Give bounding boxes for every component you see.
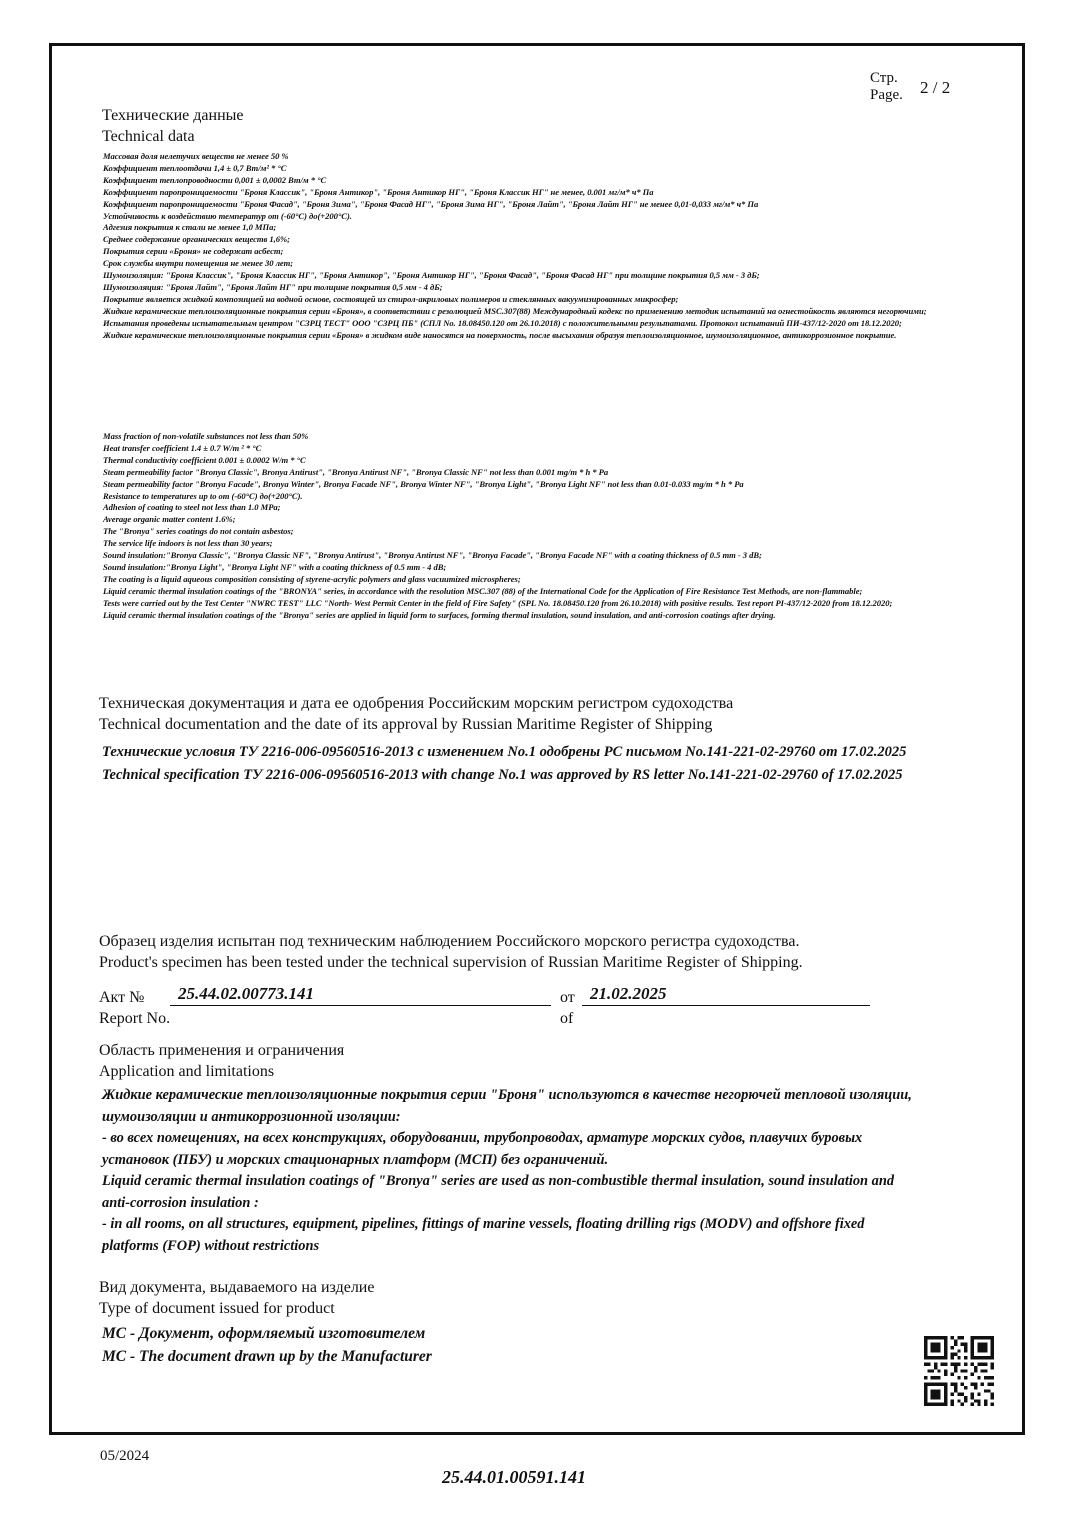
application-title-ru: Область применения и ограничения <box>99 1042 345 1059</box>
docs-title-en: Technical documentation and the date of its approval by Russian Maritime Register of Shipping <box>99 716 713 733</box>
docs-title-ru: Техническая документация и дата ее одобрения Российским морским регистром судоходства <box>99 695 734 712</box>
tech-ru-line: Коэффициент теплопроводности 0,001 ± 0,0002 Вт/м * °С <box>103 174 327 185</box>
application-ru-line: - во всех помещениях, на всех конструкциях, оборудовании, трубопроводах, арматуре морских судов, плавучих буровых <box>102 1130 863 1146</box>
tech-ru-line: Коэффициент теплоотдачи 1,4 ± 0,7 Вт/м² * °С <box>103 162 287 173</box>
application-ru-line: Жидкие керамические теплоизоляционные покрытия серии "Броня" используются в качестве негорючей тепловой изоляции, <box>102 1087 912 1103</box>
report-date-label-ru: от <box>560 989 575 1006</box>
tech-en-line: Mass fraction of non-volatile substances not less than 50% <box>103 431 309 441</box>
tech-en-line: Adhesion of coating to steel not less than 1.0 MPa; <box>103 502 281 513</box>
tech-ru-line: Покрытия серии «Броня» не содержат асбест; <box>103 246 284 257</box>
application-ru-line: установок (ПБУ) и морских стационарных платформ (МСП) без ограничений. <box>102 1151 609 1168</box>
application-ru-line: шумоизоляции и антикоррозионной изоляции: <box>102 1108 401 1125</box>
document-number: 25.44.01.00591.141 <box>442 1467 586 1487</box>
qr-code-icon <box>924 1336 994 1406</box>
report-label-en: Report No. <box>99 1010 171 1027</box>
application-en-line: platforms (FOP) without restrictions <box>102 1237 320 1254</box>
tech-en-line: Liquid ceramic thermal insulation coatings of the "BRONYA" series, in accordance with the resolution MSC.307 (88) of the International Code for the Application of Fire Resistance Test Methods, are non-flammable; <box>103 585 863 596</box>
tech-ru-line: Устойчивость к воздействию температур от (-60°С) до(+200°С). <box>103 210 352 221</box>
tech-ru-line: Массовая доля нелетучих веществ не менее 50 % <box>103 151 289 161</box>
tech-ru-line: Среднее содержание органических веществ 1,6%; <box>103 234 290 245</box>
tech-en-line: Liquid ceramic thermal insulation coatings of the "Bronya" series are applied in liquid form to surfaces, forming thermal insulation, sound insulation, and anti-corrosion coatings after drying. <box>103 609 776 620</box>
application-en-line: - in all rooms, on all structures, equipment, pipelines, fittings of marine vessels, floating drilling rigs (MODV) and offshore fixed <box>102 1216 865 1232</box>
report-label-ru: Акт № <box>99 989 145 1006</box>
tech-ru-line: Коэффициент паропроницаемости "Броня Фасад", "Броня Зима", "Броня Фасад НГ", "Броня Зима НГ", "Броня Лайт", "Броня Лайт НГ" не менее 0,01-0,033 мг/м* ч* Па <box>103 198 759 209</box>
tech-ru-line: Шумоизоляция: "Броня Классик", "Броня Классик НГ", "Броня Антикор", "Броня Антикор НГ", "Броня Фасад", "Броня Фасад НГ" при толщине покрытия 0,5 мм - 3 дБ; <box>103 270 760 281</box>
doc-type-title-ru: Вид документа, выдаваемого на изделие <box>99 1279 375 1296</box>
tech-ru-line: Жидкие керамические теплоизоляционные покрытия серии «Броня», в соответствии с резолюцией MSC.307(88) Международный кодекс по применению методик испытаний на огнестойкость являются негорючими; <box>103 305 927 316</box>
doc-type-value-en: MC - The document drawn up by the Manufacturer <box>102 1348 432 1365</box>
tech-en-line: The "Bronya" series coatings do not contain asbestos; <box>103 526 294 537</box>
tech-ru-line: Адгезия покрытия к стали не менее 1,0 МПа; <box>103 222 277 233</box>
technical-ru-list <box>103 151 973 342</box>
form-date: 05/2024 <box>100 1448 150 1464</box>
tech-en-line: Resistance to temperatures up to от (-60°C) до(+200°C). <box>103 490 303 501</box>
spec-en: Technical specification ТУ 2216-006-09560516-2013 with change No.1 was approved by RS letter No.141-221-02-29760 of 17.02.2025 <box>102 767 903 783</box>
technical-en-list <box>103 431 988 622</box>
report-date-label-en: of <box>560 1010 574 1027</box>
specimen-en: Product's specimen has been tested under the technical supervision of Russian Maritime Register of Shipping. <box>99 954 803 971</box>
tech-ru-line: Покрытие является жидкой композицией на водной основе, состоящей из стирол-акриловых полимеров и стеклянных вакуумизированных микросфер; <box>103 293 679 304</box>
technical-title-en: Technical data <box>102 128 195 145</box>
report-number-underline <box>170 1005 551 1006</box>
application-text <box>102 1085 1022 1257</box>
tech-en-line: Steam permeability factor "Bronya Facade", Bronya Winter", Bronya Facade NF", Bronya Winter NF", "Bronya Light", "Bronya Light NF" not less than 0.01-0.033 mg/m * h * Pa <box>103 478 744 489</box>
tech-en-line: Average organic matter content 1.6%; <box>103 514 236 525</box>
specimen-ru: Образец изделия испытан под техническим наблюдением Российского морского регистра судоходства. <box>99 933 800 950</box>
tech-en-line: Thermal conductivity coefficient 0.001 ± 0.0002 W/m * °C <box>103 454 306 465</box>
application-en-line: Liquid ceramic thermal insulation coatings of "Bronya" series are used as non-combustible thermal insulation, sound insulation and <box>102 1173 895 1189</box>
technical-title-ru: Технические данные <box>102 107 244 124</box>
report-date-underline <box>582 1005 870 1006</box>
tech-en-line: Tests were carried out by the Test Center "NWRC TEST" LLC "North- West Permit Center in the field of Fire Safety" (SPL No. 18.08450.120 from 26.10.2018) with positive results. Test report PI-437/12-2020 from 18.12.2020; <box>103 597 893 608</box>
tech-en-line: The service life indoors is not less than 30 years; <box>103 538 273 549</box>
tech-ru-line: Шумоизоляция: "Броня Лайт", "Броня Лайт НГ" при толщине покрытия 0,5 мм - 4 дБ; <box>103 281 443 292</box>
page-label: Стр. Page. <box>870 70 903 103</box>
tech-ru-line: Жидкие керамические теплоизоляционные покрытия серии «Броня» в жидком виде наносятся на поверхность, после высыхания образуя теплоизоляционное, шумоизоляционное, антикоррозионное покрытие. <box>103 329 897 340</box>
tech-ru-line: Испытания проведены испытательным центром "СЗРЦ ТЕСТ" ООО "СЗРЦ ПБ" (СПЛ No. 18.08450.120 от 26.10.2018) с положительными результатами. Протокол испытаний ПИ-437/12-2020 от 18.12.2020; <box>103 317 902 328</box>
application-en-line: anti-corrosion insulation : <box>102 1194 259 1211</box>
application-title-en: Application and limitations <box>99 1063 275 1080</box>
tech-en-line: Sound insulation:"Bronya Classic", "Bronya Classic NF", "Bronya Antirust", "Bronya Antirust NF", "Bronya Facade", "Bronya Facade NF" with a coating thickness of 0.5 mm - 3 dB; <box>103 550 762 561</box>
tech-en-line: Sound insulation:"Bronya Light", "Bronya Light NF" with a coating thickness of 0.5 mm - 4 dB; <box>103 561 447 572</box>
doc-type-value-ru: МС - Документ, оформляемый изготовителем <box>102 1325 426 1342</box>
tech-en-line: Steam permeability factor "Bronya Classic", Bronya Antirust", "Bronya Antirust NF", "Bronya Classic NF" not less than 0.001 mg/m * h * Pa <box>103 466 609 477</box>
report-date: 21.02.2025 <box>590 984 667 1003</box>
report-number: 25.44.02.00773.141 <box>178 984 314 1003</box>
tech-ru-line: Срок службы внутри помещения не менее 30 лет; <box>103 258 294 269</box>
tech-ru-line: Коэффициент паропроницаемости "Броня Классик", "Броня Антикор", "Броня Антикор НГ", "Броня Классик НГ" не менее, 0.001 мг/м* ч* Па <box>103 186 654 197</box>
page-number: 2 / 2 <box>920 78 951 97</box>
spec-ru: Технические условия ТУ 2216-006-09560516-2013 с изменением No.1 одобрены РС письмом No.141-221-02-29760 от 17.02.2025 <box>102 744 907 760</box>
tech-en-line: The coating is a liquid aqueous composition consisting of styrene-acrylic polymers and glass vacuumized microspheres; <box>103 573 521 584</box>
doc-type-title-en: Type of document issued for product <box>99 1300 335 1317</box>
tech-en-line: Heat transfer coefficient 1.4 ± 0.7 W/m ² * °C <box>103 442 262 453</box>
